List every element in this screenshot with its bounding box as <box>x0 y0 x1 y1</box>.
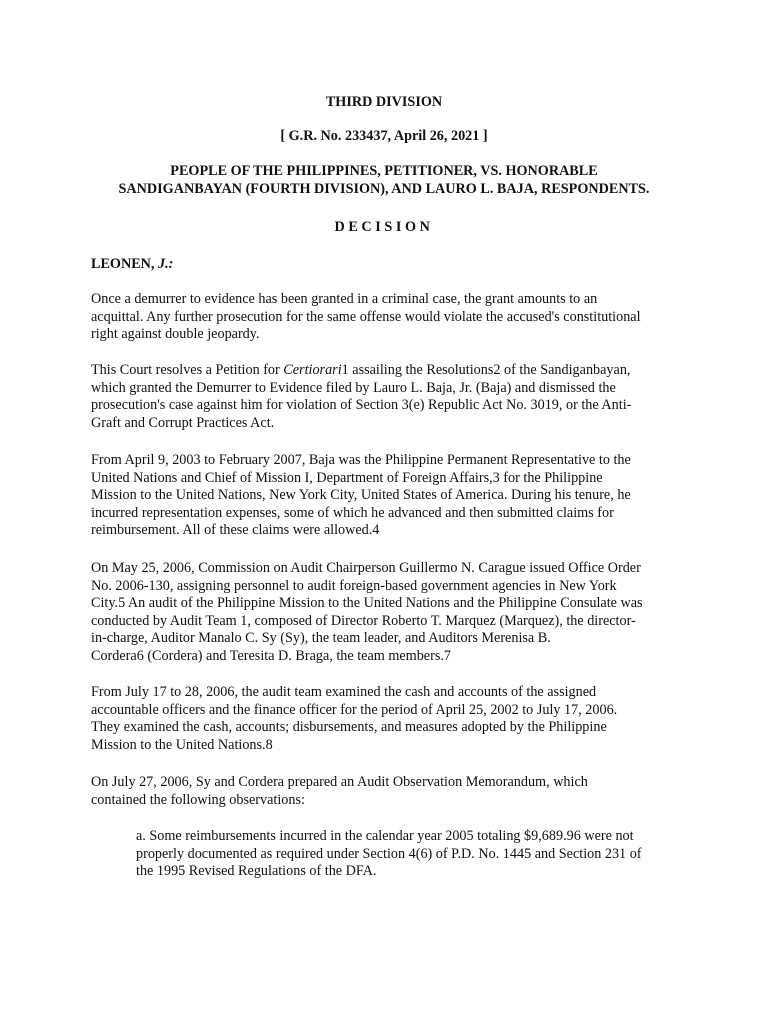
paragraph-line: in-charge, Auditor Manalo C. Sy (Sy), the team leader, and Auditors Merenisa B. <box>91 630 551 646</box>
paragraph-line: conducted by Audit Team 1, composed of Director Roberto T. Marquez (Marquez), the director- <box>91 612 636 629</box>
paragraph <box>91 774 691 809</box>
observation-line: a. Some reimbursements incurred in the calendar year 2005 totaling $9,689.96 were not <box>136 828 634 844</box>
paragraph-line: No. 2006-130, assigning personnel to audit foreign-based government agencies in New York <box>91 577 617 594</box>
paragraph-line: incurred representation expenses, some of which he advanced and then submitted claims for <box>91 504 614 521</box>
case-number-heading: [ G.R. No. 233437, April 26, 2021 ] <box>280 128 488 144</box>
paragraph-line: On May 25, 2006, Commission on Audit Chairperson Guillermo N. Carague issued Office Order <box>91 560 641 576</box>
ponente <box>91 256 173 274</box>
italic-term: Certiorari <box>283 362 342 378</box>
observation-line: the 1995 Revised Regulations of the DFA. <box>136 863 377 879</box>
observation-item <box>136 828 696 881</box>
paragraph-line: Mission to the United Nations, New York City, United States of America. During his tenure, he <box>91 487 631 503</box>
text-run: 1 assailing the Resolutions2 of the Sandiganbayan, <box>341 362 631 378</box>
paragraph-line: From April 9, 2003 to February 2007, Baja was the Philippine Permanent Representative to the <box>91 452 631 468</box>
paragraph-line: They examined the cash, accounts; disbursements, and measures adopted by the Philippine <box>91 719 607 735</box>
paragraph <box>91 560 691 665</box>
paragraph-line: accountable officers and the finance officer for the period of April 25, 2002 to July 17, 2006. <box>91 701 618 718</box>
case-parties-heading <box>0 163 768 198</box>
paragraph <box>91 452 691 540</box>
paragraph <box>91 291 691 344</box>
paragraph-line: Once a demurrer to evidence has been granted in a criminal case, the grant amounts to an <box>91 291 598 307</box>
paragraph-line: From July 17 to 28, 2006, the audit team examined the cash and accounts of the assigned <box>91 684 597 700</box>
division-heading: THIRD DIVISION <box>325 94 443 110</box>
paragraph-line: acquittal. Any further prosecution for the same offense would violate the accused's constitutional <box>91 308 641 325</box>
paragraph-line: City.5 An audit of the Philippine Mission to the United Nations and the Philippine Consulate was <box>91 595 643 611</box>
observation-line: properly documented as required under Section 4(6) of P.D. No. 1445 and Section 231 of <box>136 845 642 862</box>
ponente-title: J.: <box>158 256 174 272</box>
paragraph-line: reimbursement. All of these claims were allowed.4 <box>91 522 380 538</box>
paragraph <box>91 684 691 754</box>
paragraph-line: which granted the Demurrer to Evidence filed by Lauro L. Baja, Jr. (Baja) and dismissed the <box>91 379 616 396</box>
parties-line: PEOPLE OF THE PHILIPPINES, PETITIONER, VS. HONORABLE <box>170 163 598 179</box>
text-run: This Court resolves a Petition for <box>91 362 284 378</box>
paragraph-line: prosecution's case against him for violation of Section 3(e) Republic Act No. 3019, or the Anti- <box>91 397 632 413</box>
paragraph-line: On July 27, 2006, Sy and Cordera prepared an Audit Observation Memorandum, which <box>91 774 588 790</box>
paragraph-line: United Nations and Chief of Mission I, Department of Foreign Affairs,3 for the Philippine <box>91 469 603 486</box>
paragraph-line <box>91 362 691 380</box>
parties-line: SANDIGANBAYAN (FOURTH DIVISION), AND LAURO L. BAJA, RESPONDENTS. <box>118 180 650 197</box>
paragraph-line: contained the following observations: <box>91 791 305 808</box>
paragraph-line: Graft and Corrupt Practices Act. <box>91 414 275 431</box>
paragraph-line: right against double jeopardy. <box>91 326 260 342</box>
paragraph <box>91 362 691 432</box>
paragraph-line: Cordera6 (Cordera) and Teresita D. Braga, the team members.7 <box>91 647 451 664</box>
paragraph-line: Mission to the United Nations.8 <box>91 736 273 753</box>
decision-heading: DECISION <box>334 219 434 235</box>
ponente-name: LEONEN, <box>91 256 159 272</box>
